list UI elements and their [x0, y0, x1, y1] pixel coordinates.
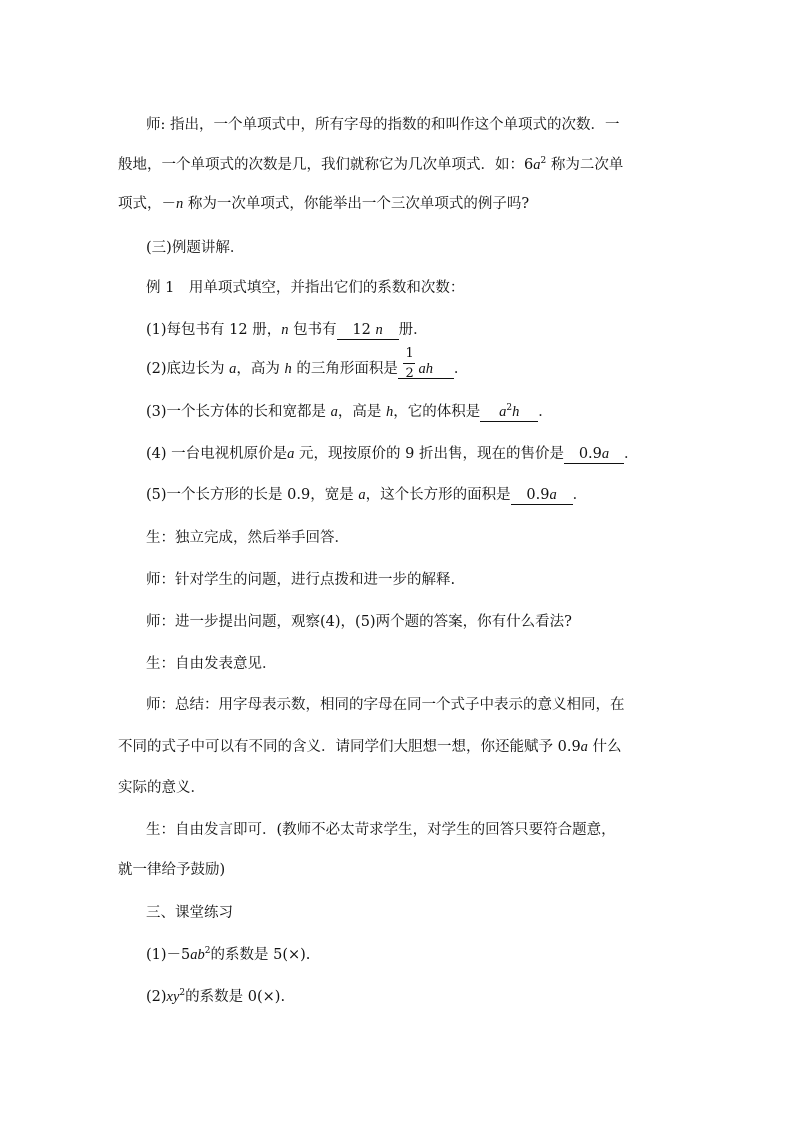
exercise-2: [146, 985, 708, 1006]
teacher-note-2: 师：进一步提出问题，观察(4)，(5)两个题的答案，你有什么看法?: [146, 614, 572, 630]
text: ，高为: [236, 361, 285, 377]
exponent: 2: [540, 156, 547, 166]
text: 什么: [587, 739, 622, 755]
variable: n: [176, 196, 184, 212]
question-3: [146, 400, 708, 422]
text: (2)底边长为: [146, 361, 230, 377]
text: ，高是: [337, 404, 387, 420]
text: ．: [572, 487, 588, 503]
student-response-1: 生：独立完成，然后举手回答．: [146, 530, 349, 546]
text: (1)－5: [146, 947, 191, 963]
variable: a: [533, 157, 541, 173]
text: ．: [453, 361, 469, 377]
question-4: [146, 442, 708, 464]
summary-line1: 师：总结：用字母表示数，相同的字母在同一个式子中表示的意义相同，在: [146, 697, 625, 713]
paragraph-degree-line1: [146, 113, 708, 134]
answer-blank: [511, 486, 573, 505]
answer-blank: [337, 321, 399, 340]
variable: h: [386, 404, 394, 420]
text: ．: [538, 404, 553, 420]
paragraph-degree-line3: [118, 192, 680, 213]
text: 师: 指出，一个单项式中，所有字母的指数的和叫作这个单项式的次数．一: [146, 117, 620, 133]
text: 不同的式子中可以有不同的含义．请同学们大胆想一想，你还能赋予 0.9: [118, 739, 581, 755]
variable: n: [281, 322, 289, 338]
exponent: 2: [179, 988, 186, 998]
answer-variable: ah: [418, 361, 433, 377]
text: (2): [146, 989, 167, 1005]
question-1: [146, 318, 708, 340]
text: 册．: [398, 322, 428, 338]
variable: a: [287, 446, 295, 462]
text: 的三角形面积是: [291, 361, 398, 377]
paragraph-degree-line2: [118, 153, 680, 174]
answer-blank: [398, 346, 454, 381]
answer-variable: h: [512, 404, 520, 420]
summary-line2: [118, 735, 680, 756]
teacher-note-1: 师：针对学生的问题，进行点拨和进一步的解释.: [146, 572, 456, 588]
student-response-2: 生：自由发表意见．: [146, 656, 277, 672]
text: 称为一次单项式，你能举出一个三次单项式的例子吗?: [183, 196, 530, 212]
answer-number: 0.9: [526, 487, 550, 503]
fraction-denominator: 2: [405, 366, 414, 381]
variable: a: [580, 739, 588, 755]
variable: h: [284, 361, 292, 377]
text: 项式，－: [118, 196, 176, 212]
example-1-title: 例 1 用单项式填空，并指出它们的系数和次数：: [146, 280, 465, 296]
fraction-bar: [403, 363, 415, 364]
answer-number: 12: [352, 322, 376, 338]
text: 的系数是 5(×).: [210, 947, 311, 963]
fraction-numerator: 1: [405, 346, 414, 361]
text: (4) 一台电视机原价是: [146, 446, 288, 462]
exponent: 2: [506, 403, 513, 413]
text: (1)每包书有 12 册，: [146, 322, 282, 338]
text: ．: [623, 446, 639, 462]
question-5: [146, 483, 708, 505]
answer-variable: a: [549, 487, 557, 503]
text: ，它的体积是: [393, 404, 481, 420]
text: 元，现按原价的 9 折出售，现在的售价是: [294, 446, 564, 462]
section-heading-examples: (三)例题讲解．: [146, 240, 245, 256]
summary-line3: 实际的意义．: [118, 780, 205, 796]
exponent: 2: [204, 946, 211, 956]
answer-variable: n: [375, 322, 383, 338]
fraction: [402, 346, 418, 381]
section-heading-practice: 三、课堂练习: [146, 905, 233, 921]
variable: ab: [190, 947, 205, 963]
text: 称为二次单: [546, 157, 624, 173]
text: 的系数是 0(×).: [185, 989, 286, 1005]
answer-number: 0.9: [578, 446, 602, 462]
text: ，这个长方形的面积是: [365, 487, 511, 503]
variable: a: [229, 361, 237, 377]
text: 包书有: [288, 322, 337, 338]
answer-blank: [480, 403, 538, 422]
text: (5)一个长方形的长是 0.9，宽是: [146, 487, 359, 503]
exercise-1: [146, 943, 708, 964]
variable: xy: [166, 989, 180, 1005]
variable: a: [358, 487, 366, 503]
text: 般地，一个单项式的次数是几，我们就称它为几次单项式．如：6: [118, 157, 534, 173]
student-response-3-line2: 就一律给予鼓励): [118, 862, 226, 878]
student-response-3-line1: 生：自由发言即可．(教师不必太苛求学生，对学生的回答只要符合题意，: [146, 822, 616, 838]
answer-variable: a: [499, 404, 507, 420]
answer-variable: a: [601, 446, 610, 462]
variable: a: [330, 404, 338, 420]
question-2: [146, 346, 708, 381]
answer-blank: [564, 445, 624, 464]
text: (3)一个长方体的长和宽都是: [146, 404, 331, 420]
